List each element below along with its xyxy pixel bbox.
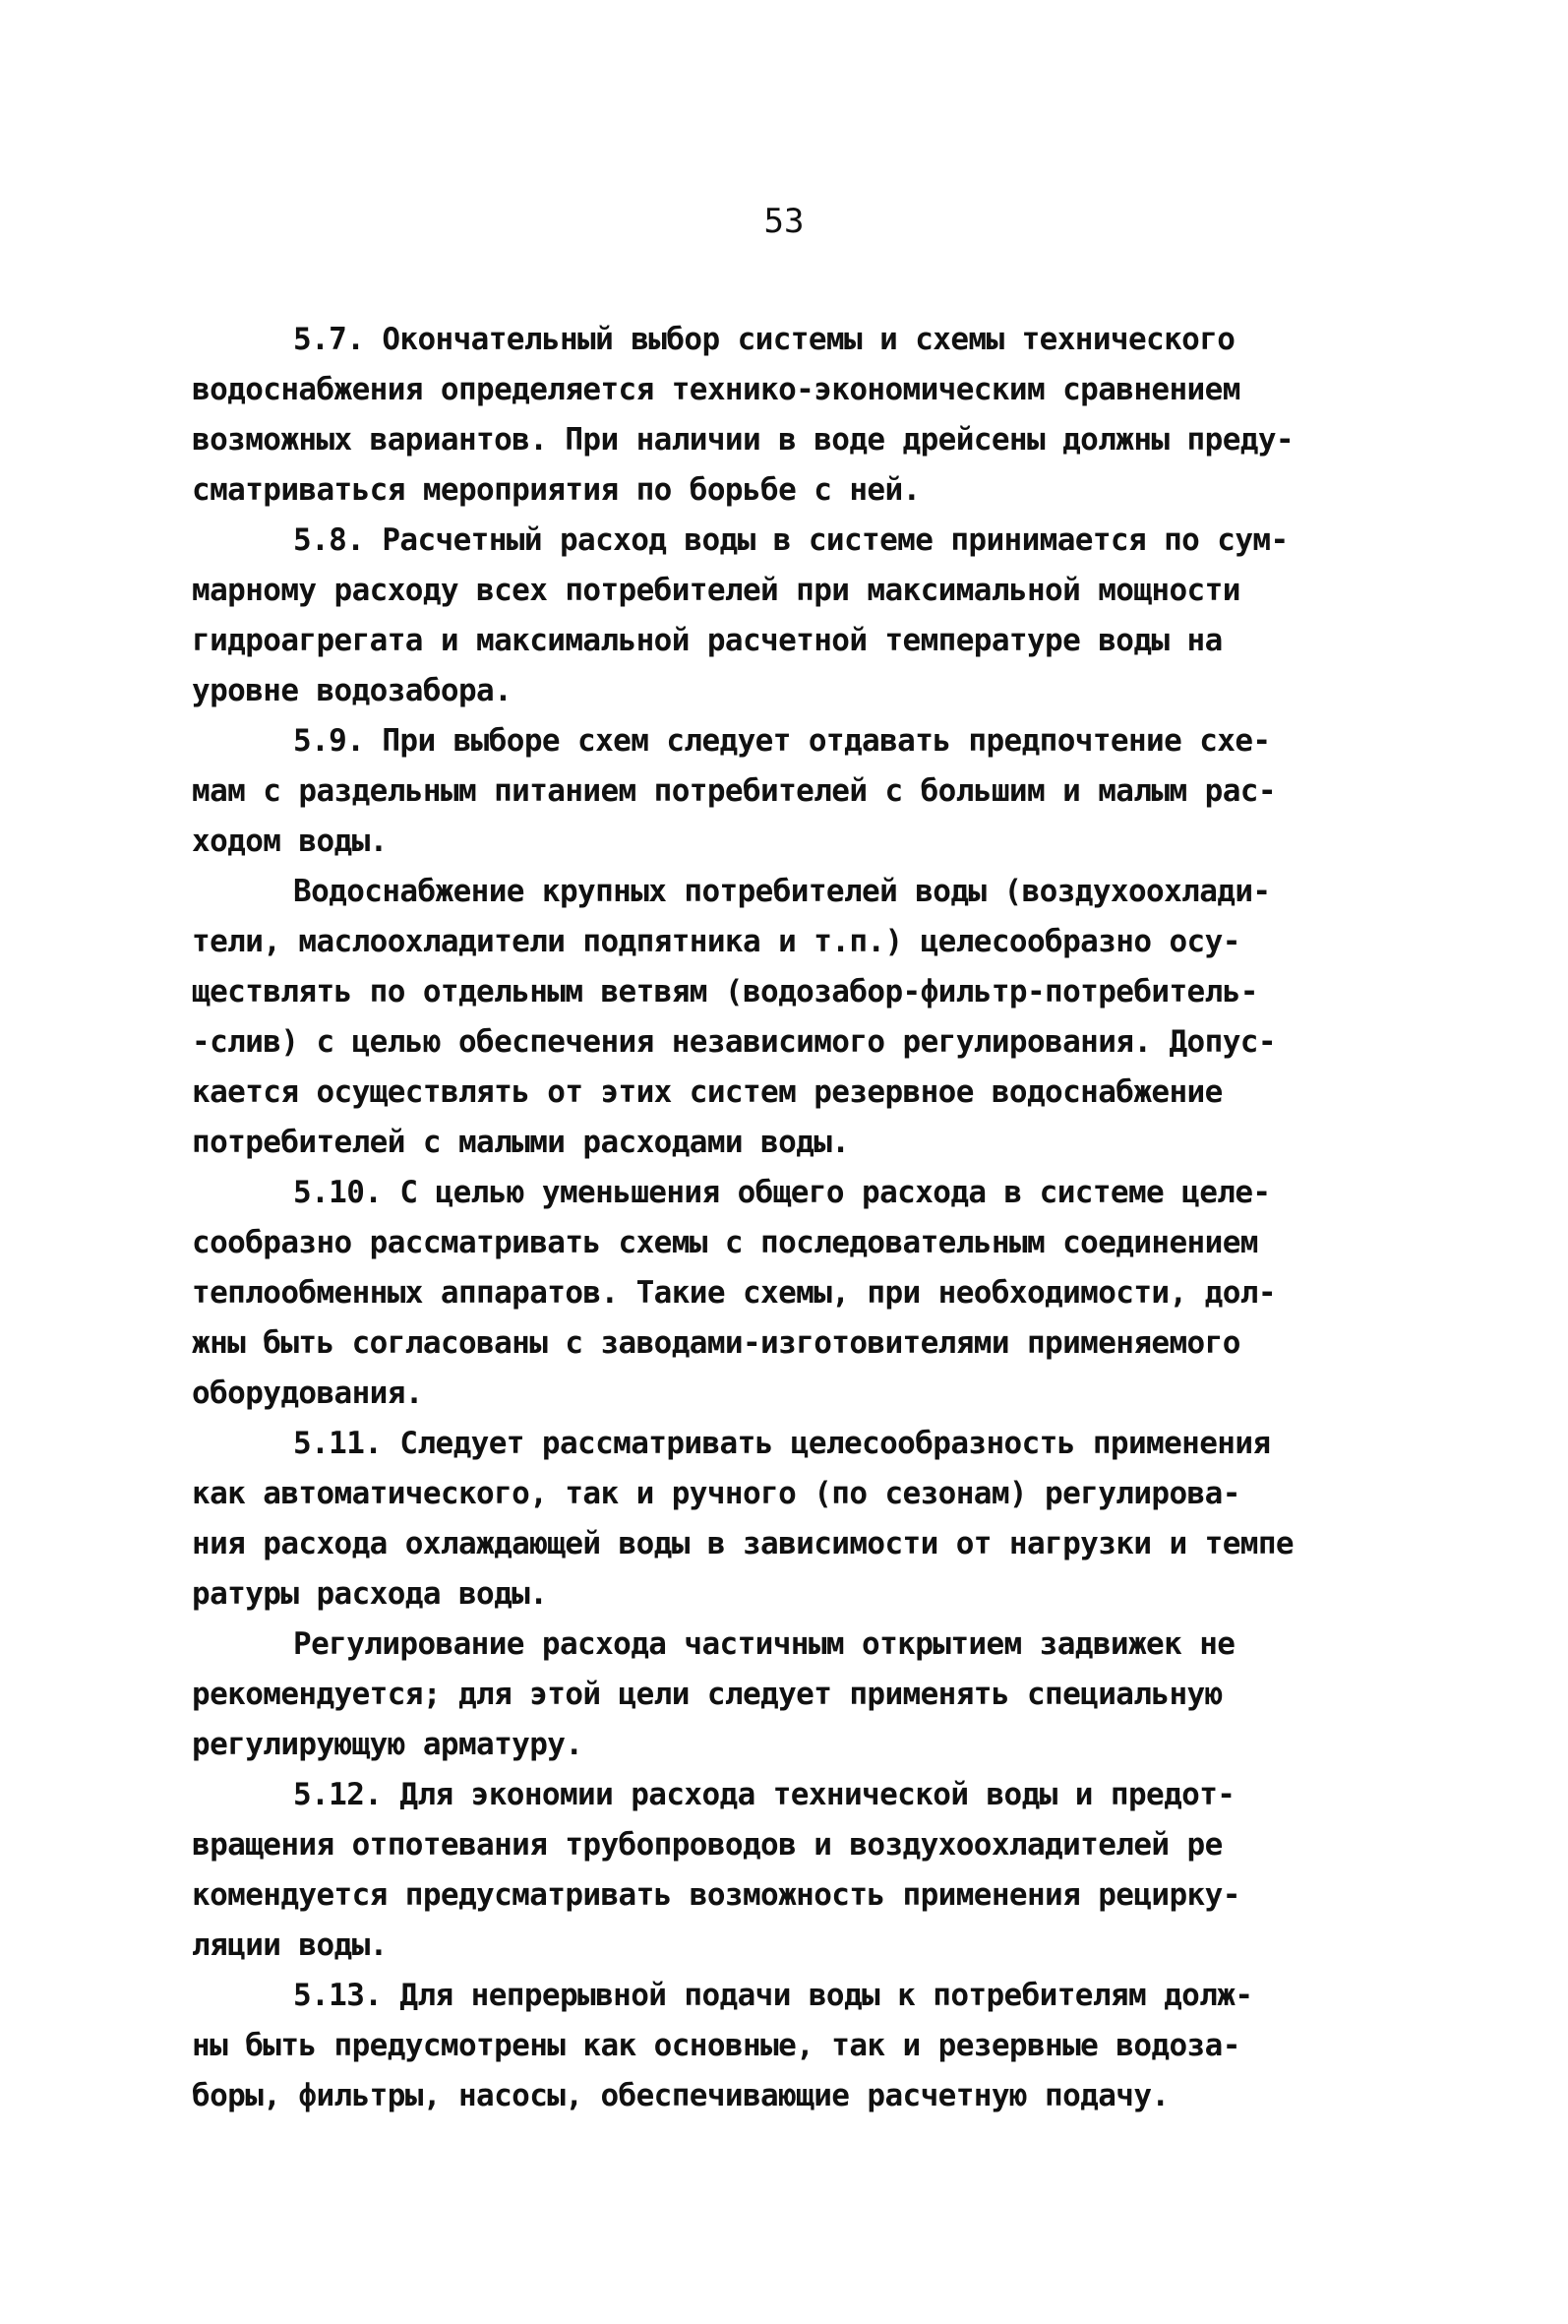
text-line: ны быть предусмотрены как основные, так и резервные водоза-	[192, 2028, 1240, 2063]
text-line: 5.13. Для непрерывной подачи воды к потребителям долж-	[293, 1978, 1253, 2013]
text-line: водоснабжения определяется технико-экономическим сравнением	[192, 372, 1240, 407]
text-line: -слив) с целью обеспечения независимого регулирования. Допус-	[192, 1024, 1276, 1060]
text-line: боры, фильтры, насосы, обеспечивающие расчетную подачу.	[192, 2078, 1170, 2113]
text-line: 5.7. Окончательный выбор системы и схемы технического	[293, 322, 1236, 357]
text-line: вращения отпотевания трубопроводов и воздухоохладителей ре	[192, 1827, 1223, 1863]
text-line: регулирующую арматуру.	[192, 1727, 583, 1762]
text-line: 5.9. При выборе схем следует отдавать предпочтение схе-	[293, 723, 1271, 759]
text-line: ляции воды.	[192, 1927, 388, 1963]
body-text	[192, 315, 1431, 2121]
text-line: 5.12. Для экономии расхода технической воды и предот-	[293, 1777, 1236, 1812]
text-line: мам с раздельным питанием потребителей с большим и малым рас-	[192, 773, 1276, 809]
text-line: как автоматического, так и ручного (по сезонам) регулирова-	[192, 1476, 1240, 1511]
text-line: ратуры расхода воды.	[192, 1576, 548, 1612]
text-line: сматриваться мероприятия по борьбе с ней.	[192, 472, 921, 508]
text-line: ния расхода охлаждающей воды в зависимости от нагрузки и темпе	[192, 1526, 1294, 1561]
text-line: 5.8. Расчетный расход воды в системе принимается по сум-	[293, 522, 1289, 558]
text-line: потребителей с малыми расходами воды.	[192, 1125, 850, 1160]
text-line: возможных вариантов. При наличии в воде дрейсены должны преду-	[192, 422, 1294, 458]
text-line: 5.10. С целью уменьшения общего расхода в системе целе-	[293, 1175, 1271, 1210]
text-line: кается осуществлять от этих систем резервное водоснабжение	[192, 1074, 1223, 1110]
text-line: гидроагрегата и максимальной расчетной температуре воды на	[192, 623, 1223, 658]
text-line: уровне водозабора.	[192, 673, 513, 708]
text-line: теплообменных аппаратов. Такие схемы, при необходимости, дол-	[192, 1275, 1276, 1311]
text-line: ществлять по отдельным ветвям (водозабор-фильтр-потребитель-	[192, 974, 1258, 1009]
text-line: ходом воды.	[192, 824, 388, 859]
text-line: сообразно рассматривать схемы с последовательным соединением	[192, 1225, 1258, 1260]
text-line: марному расходу всех потребителей при максимальной мощности	[192, 573, 1240, 608]
page-number: 53	[763, 202, 805, 241]
text-line: комендуется предусматривать возможность применения рецирку-	[192, 1877, 1240, 1913]
text-line: Водоснабжение крупных потребителей воды (воздухоохлади-	[293, 874, 1271, 909]
text-line: жны быть согласованы с заводами-изготовителями применяемого	[192, 1325, 1240, 1361]
text-line: Регулирование расхода частичным открытием задвижек не	[293, 1626, 1236, 1662]
text-line: тели, маслоохладители подпятника и т.п.) целесообразно осу-	[192, 924, 1240, 959]
text-line: рекомендуется; для этой цели следует применять специальную	[192, 1677, 1223, 1712]
text-line: 5.11. Следует рассматривать целесообразность применения	[293, 1426, 1271, 1461]
text-line: оборудования.	[192, 1376, 423, 1411]
